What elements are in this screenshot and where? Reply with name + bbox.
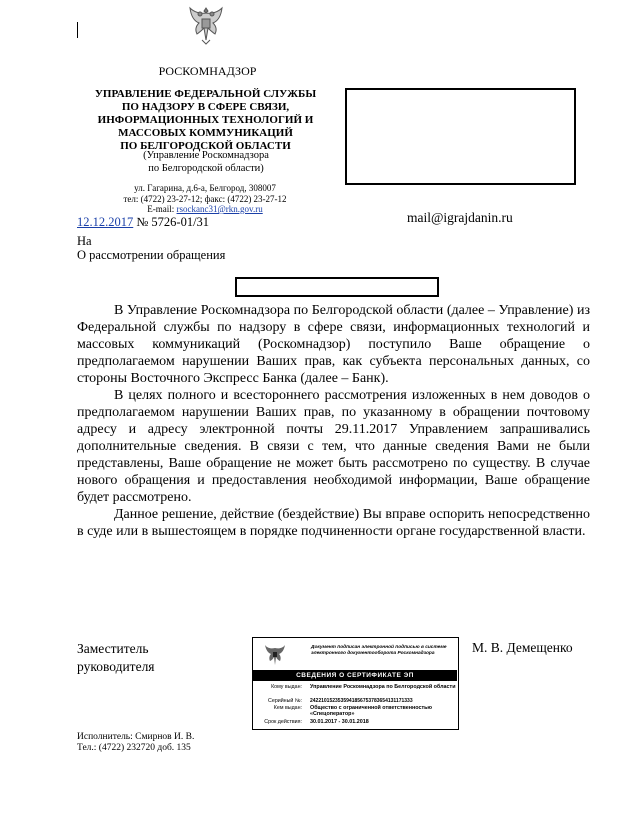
e-signature-stamp bbox=[252, 637, 459, 730]
agency-email-link[interactable]: rsockanc31@rkn.gov.ru bbox=[176, 204, 263, 214]
executor-phone: Тел.: (4722) 232720 доб. 135 bbox=[77, 742, 191, 753]
cert-value-issuer: Общество с ограниченной ответственностью «Спецоператор» bbox=[310, 705, 433, 717]
department-line: ИНФОРМАЦИОННЫХ ТЕХНОЛОГИЙ И bbox=[97, 114, 314, 126]
recipient-email: mail@igrajdanin.ru bbox=[407, 210, 513, 225]
signatory-name: М. В. Демещенко bbox=[472, 640, 573, 655]
cert-label-serial: Серийный №: bbox=[268, 698, 302, 704]
department-short-name bbox=[100, 150, 312, 175]
department-short-line: по Белгородской области) bbox=[148, 162, 264, 174]
body-paragraph: В Управление Роскомнадзора по Белгородской области (далее – Управление) из Федеральной службы по надзору в сфере связи, информационных технологий и массовых коммуникаций (Роскомнадзор) поступило Ваше обращение о предполагаемом нарушении Ваших прав, как субъекта персональных данных, со стороны Восточного Экспресс Банка (далее – Банк). bbox=[77, 303, 590, 386]
reference-label: На bbox=[77, 234, 92, 248]
redacted-recipient-address bbox=[345, 88, 576, 185]
cert-value-issued-to: Управление Роскомнадзора по Белгородской области bbox=[310, 684, 456, 690]
stamp-org-line: электронного документооборота Роскомнадзора bbox=[311, 651, 435, 656]
email-label: E-mail: bbox=[147, 204, 175, 214]
registration-line bbox=[77, 215, 209, 230]
executor-name: Исполнитель: Смирнов И. В. bbox=[77, 732, 195, 742]
body-paragraph: Данное решение, действие (бездействие) Вы вправе оспорить непосредственно в суде или в вышестоящем в порядке подчиненности органе государственной власти. bbox=[77, 507, 590, 539]
signatory-position bbox=[77, 640, 155, 676]
cert-label-issuer: Кем выдан: bbox=[273, 705, 302, 711]
cert-label-issued-to: Кому выдан: bbox=[271, 684, 302, 690]
registration-date[interactable]: 12.12.2017 bbox=[77, 215, 134, 229]
body-paragraph: В целях полного и всестороннего рассмотрения изложенных в нем доводов о предполагаемом нарушении Ваших прав, по указанному в обращении почтовому адресу и адресу электронной почты 29.11.2017 Управлением запрашивались дополнительные сведения. В связи с тем, что данные сведения Вами не были представлены, Ваше обращение не может быть рассмотрено по существу. В случае нового обращения и предоставления необходимой информации, Ваше обращение будет рассмотрено. bbox=[77, 388, 590, 505]
text-cursor bbox=[77, 22, 78, 38]
certificate-title: СВЕДЕНИЯ О СЕРТИФИКАТЕ ЭП bbox=[253, 670, 457, 681]
postal-address: ул. Гагарина, д.6-а, Белгород, 308007 bbox=[134, 183, 276, 193]
contact-block bbox=[96, 183, 314, 215]
department-line: ПО БЕЛГОРОДСКОЙ ОБЛАСТИ bbox=[120, 140, 291, 152]
department-line: УПРАВЛЕНИЕ ФЕДЕРАЛЬНОЙ СЛУЖБЫ bbox=[94, 88, 317, 100]
department-short-line: (Управление Роскомнадзора bbox=[143, 150, 269, 161]
department-line: МАССОВЫХ КОММУНИКАЦИЙ bbox=[118, 127, 293, 139]
email-line bbox=[96, 204, 314, 215]
phone-fax: тел: (4722) 23-27-12; факс: (4722) 23-27-12 bbox=[123, 193, 287, 204]
registration-number: № 5726-01/31 bbox=[136, 215, 210, 229]
letter-body bbox=[77, 302, 590, 540]
cert-label-validity: Срок действия: bbox=[264, 719, 302, 725]
department-line: ПО НАДЗОРУ В СФЕРЕ СВЯЗИ, bbox=[121, 101, 290, 113]
stamp-org-line: Документ подписан электронной подписью в системе bbox=[311, 645, 447, 650]
redacted-salutation bbox=[235, 277, 439, 297]
letter-subject: О рассмотрении обращения bbox=[77, 248, 226, 262]
coat-of-arms-icon bbox=[186, 4, 226, 46]
signatory-position-line: руководителя bbox=[77, 659, 155, 674]
signatory-position-line: Заместитель bbox=[77, 641, 149, 656]
stamp-org-text bbox=[311, 645, 451, 657]
department-name bbox=[88, 88, 323, 153]
executor-info bbox=[77, 732, 194, 753]
cert-value-serial: 2422101523535941856753783654131171333 bbox=[310, 698, 413, 704]
agency-short-name: РОСКОМНАДЗОР bbox=[158, 64, 257, 78]
cert-value-validity: 30.01.2017 - 30.01.2018 bbox=[310, 719, 369, 725]
stamp-coat-of-arms-icon bbox=[263, 643, 287, 669]
